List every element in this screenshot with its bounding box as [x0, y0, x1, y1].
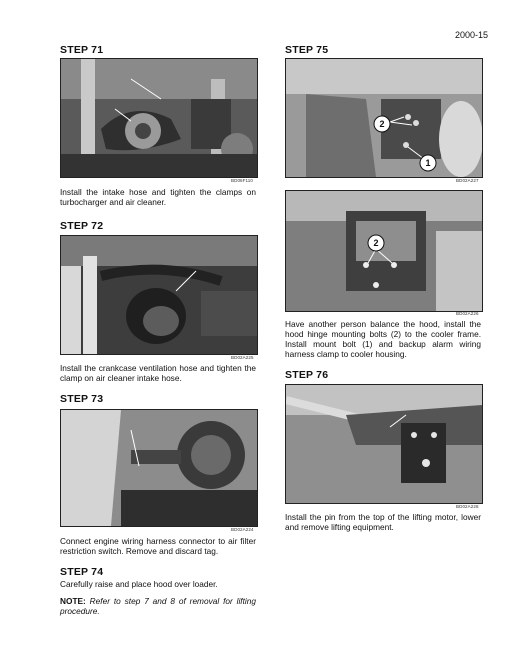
step-71-heading: STEP 71	[60, 44, 104, 56]
step-72-photo	[60, 235, 258, 355]
step-73-text: Connect engine wiring harness connector to air filter restriction switch. Remove and discard tag.	[60, 536, 256, 556]
step-74-heading: STEP 74	[60, 566, 104, 578]
step-71-photo	[60, 58, 258, 178]
step-71-text: Install the intake hose and tighten the clamps on turbocharger and air cleaner.	[60, 187, 256, 207]
step-75-photo-bottom	[285, 190, 483, 312]
step-75-photo-top-code: BD02A227	[456, 178, 479, 183]
step-75-heading: STEP 75	[285, 44, 329, 56]
step-73-photo-code: BD02A224	[231, 527, 254, 532]
step-76-heading: STEP 76	[285, 369, 329, 381]
callout-1: 1	[425, 158, 431, 168]
step-71-photo-code: BD06F110	[231, 178, 253, 183]
page-number: 2000-15	[454, 30, 488, 40]
step-74-text: Carefully raise and place hood over loader.	[60, 579, 218, 589]
step-73-heading: STEP 73	[60, 393, 104, 405]
step-75-photo-top	[285, 58, 483, 178]
note-text: Refer to step 7 and 8 of removal for lifting procedure.	[60, 596, 256, 616]
step-76-photo	[285, 384, 483, 504]
note-paragraph	[60, 596, 256, 616]
step-76-photo-code: BD02A228	[456, 504, 479, 509]
step-73-photo	[60, 409, 258, 527]
step-72-heading: STEP 72	[60, 220, 104, 232]
step-72-text: Install the crankcase ventilation hose and tighten the clamp on air cleaner intake hose.	[60, 363, 256, 383]
callout-2-top: 2	[379, 119, 385, 129]
step-76-text: Install the pin from the top of the lifting motor, lower and remove lifting equipment.	[285, 512, 481, 532]
step-75-text: Have another person balance the hood, install the hood hinge mounting bolts (2) to the cooler frame. Install mount bolt (1) and backup alarm wiring harness clamp to cooler housing.	[285, 319, 481, 359]
step-75-photo-bottom-code: BD02A226	[456, 311, 479, 316]
callout-2-bottom: 2	[373, 238, 379, 248]
step-72-photo-code: BD02A225	[231, 355, 254, 360]
note-label: NOTE:	[60, 596, 86, 606]
